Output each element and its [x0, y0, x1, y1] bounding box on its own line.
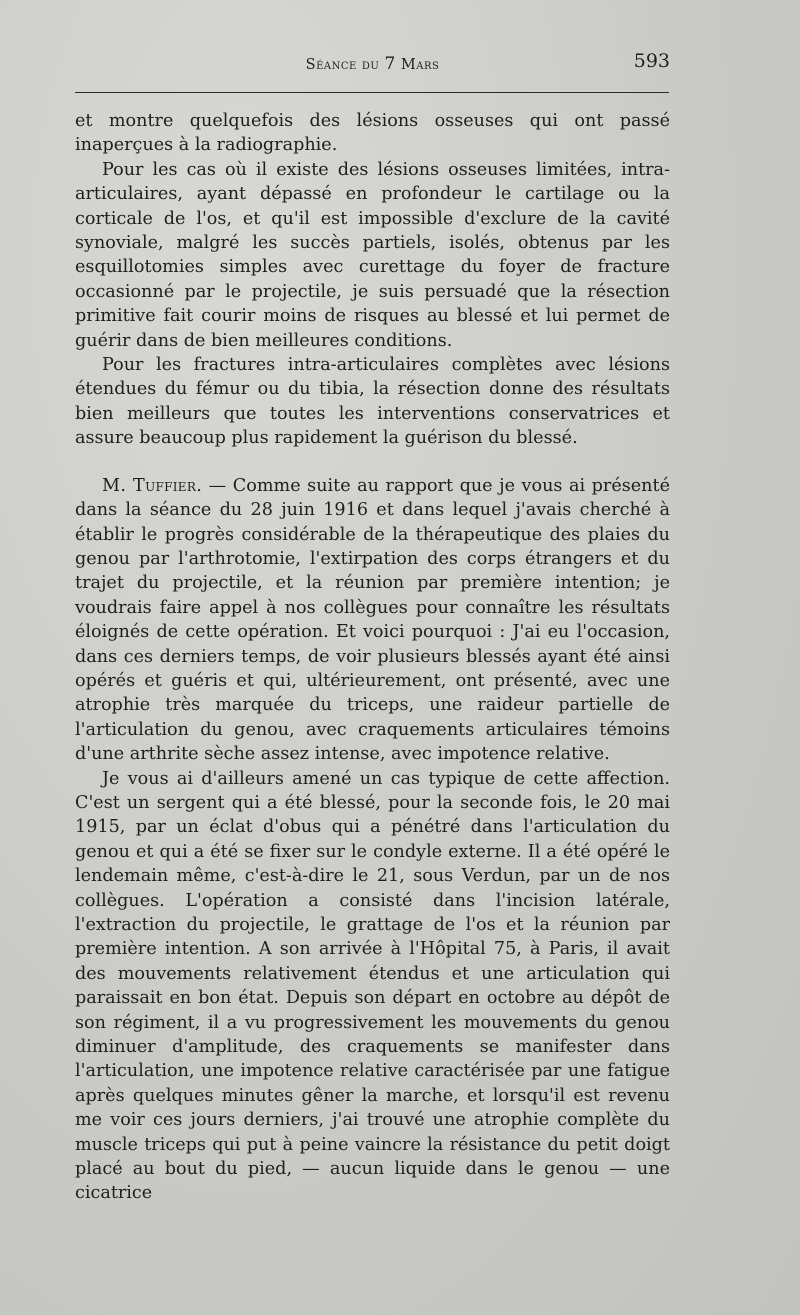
paragraph-case-report: Je vous ai d'ailleurs amené un cas typique de cette affection. C'est un sergent qui a été blessé, pour la seconde fois, le 20 mai 1915, par un éclat d'obus qui a pénétré dans l'articulation du genou et qui a été se fixer sur le condyle externe. Il a été opéré le lendemain même, c'est-à-dire le 21, sous Verdun, par un de nos collègues. L'opération a consisté dans l'incision latérale, l'extraction du projectile, le grattage de l'os et la réunion par première intention. A son arrivée à l'Hôpital 75, à Paris, il avait des mouvements relativement étendus et une articulation qui paraissait en bon état. Depuis son départ en octobre au dépôt de son régiment, il a vu progressivement les mouvements du genou diminuer d'amplitude, des craquements se manifester dans l'articulation, une impotence relative caractérisée par une fatigue après quelques minutes gêner la marche, et lorsqu'il est revenu me voir ces jours derniers, j'ai trouvé une atrophie complète du muscle triceps qui put à peine vaincre la résistance du petit doigt placé au bout du pied, — aucun liquide dans le genou — une cicatrice — [75, 768, 670, 1204]
paragraph-tuffier — [75, 474, 670, 767]
paragraph-limited-lesions: Pour les cas où il existe des lésions osseuses limitées, intra-articulaires, ayant dépassé en profondeur le cartilage ou la corticale de l'os, et qu'il est impossible d'exclure de la cavité synoviale, malgré les succès partiels, isolés, obtenus par les esquillotomies simples avec curettage du foyer de fracture occasionné par le projectile, je suis persuadé que la résection primitive fait courir moins de risques au blessé et lui permet de guérir dans de bien meilleures conditions. — [75, 159, 670, 351]
page-number: 593 — [633, 50, 670, 72]
running-title-num: 7 — [384, 54, 396, 74]
header-rule — [75, 92, 669, 93]
running-title-post: Mars — [395, 57, 440, 73]
tuffier-text: — Comme suite au rapport que je vous ai présenté dans la séance du 28 juin 1916 et dans lequel j'avais cherché à établir le progrès considérable de la thérapeutique des plaies du genou par l'arthrotomie, l'extirpation des corps étrangers et du trajet du projectile, et la réunion par première intention; je voudrais faire appel à nos collègues pour connaître les résultats éloignés de cette opération. Et voici pourquoi : J'ai eu l'occasion, dans ces derniers temps, de voir plusieurs blessés ayant été ainsi opérés et guéris et qui, ultérieurement, ont présenté, avec une atrophie très marquée du triceps, une raideur partielle de l'articulation du genou, avec craquements articulaires témoins d'une arthrite sèche assez intense, avec impotence relative. — [75, 475, 670, 765]
body-text — [75, 109, 670, 1206]
speaker-name: M. Tuffier. — [102, 475, 203, 496]
paragraph-complete-fractures: Pour les fractures intra-articulaires complètes avec lésions étendues du fémur ou du tibia, la résection donne des résultats bien meilleurs que toutes les interventions conservatrices et assure beaucoup plus rapidement la guérison du blessé. — [75, 355, 670, 449]
paragraph-continuation: et montre quelquefois des lésions osseuses qui ont passé inaperçues à la radiographie. — [75, 111, 670, 156]
running-head — [75, 50, 670, 80]
running-title-pre: Séance du — [305, 57, 385, 73]
running-title — [75, 54, 670, 74]
